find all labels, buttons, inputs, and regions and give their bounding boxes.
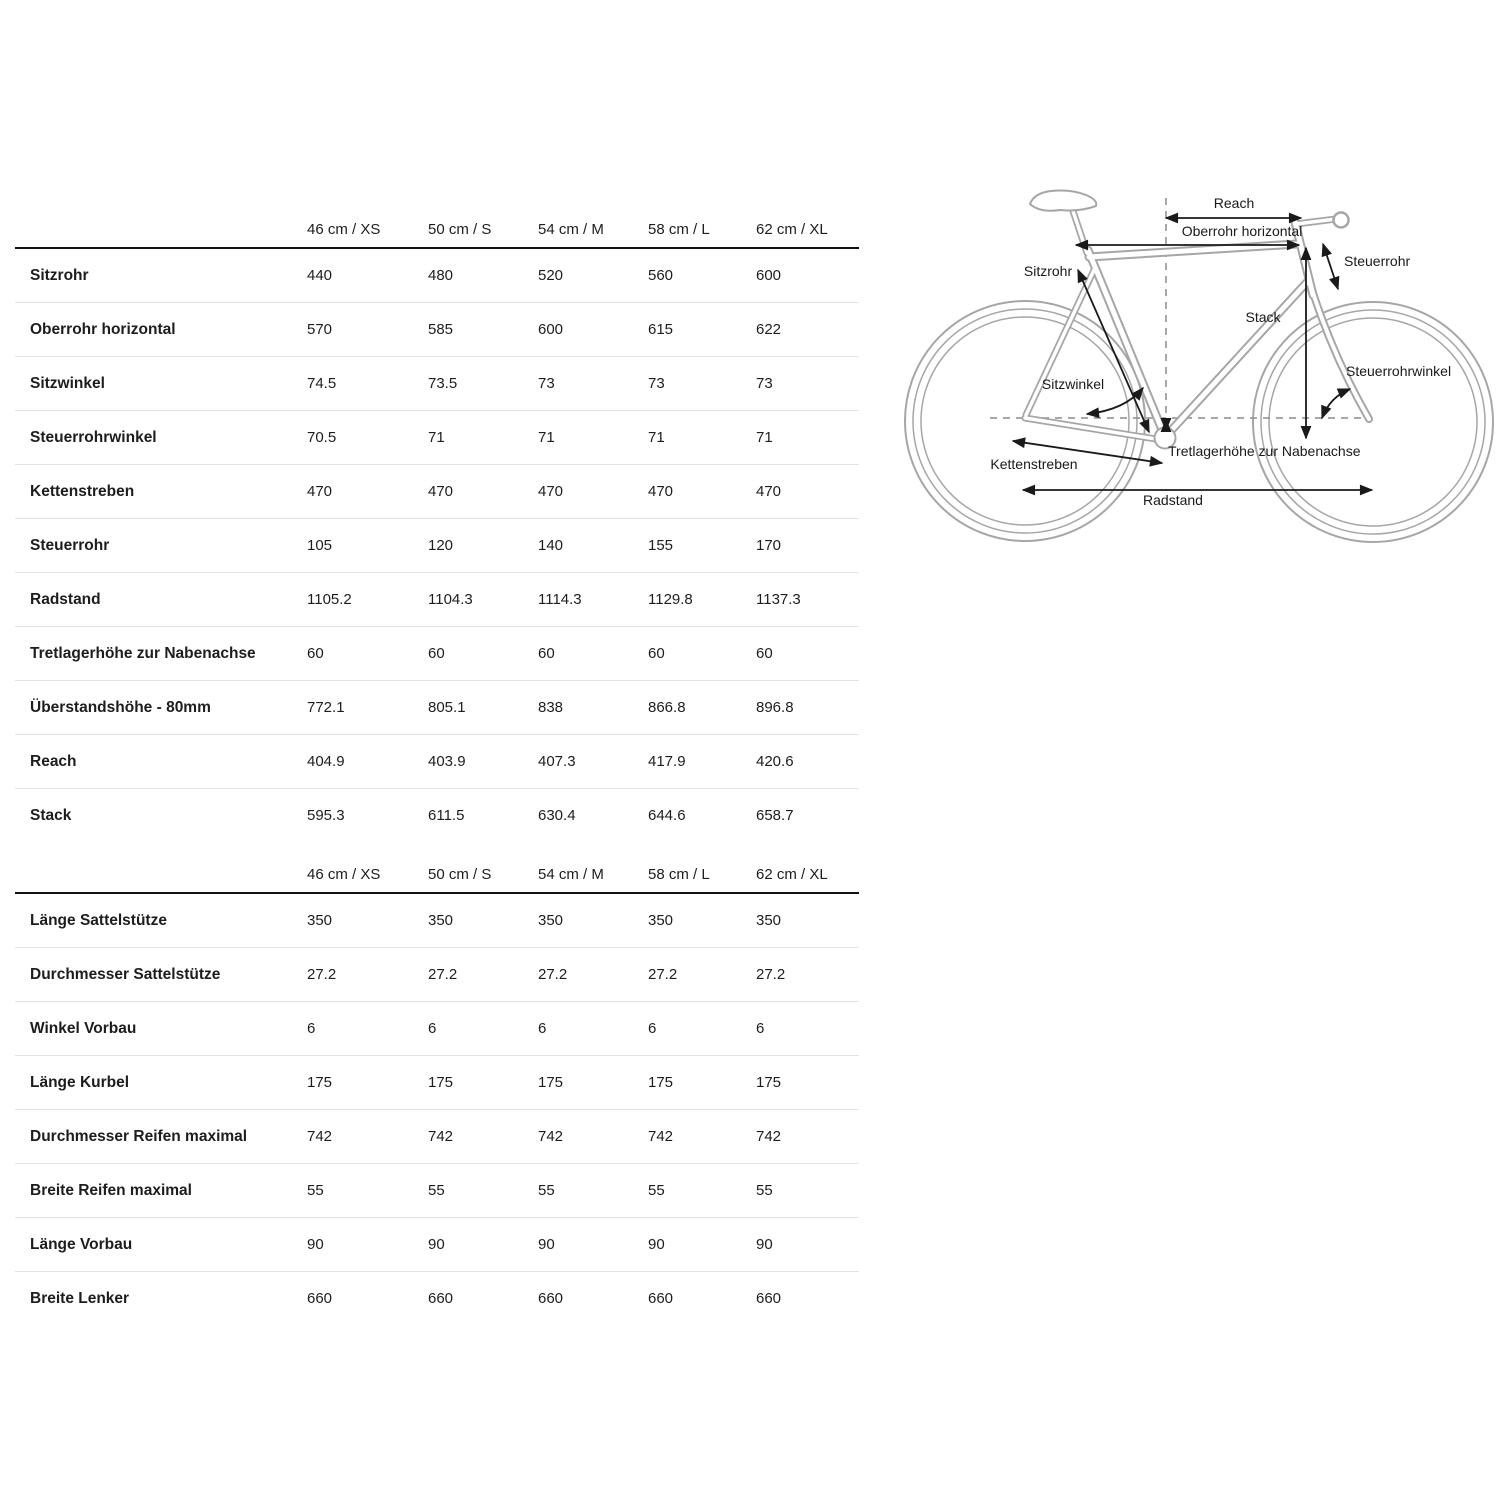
row-label: Länge Sattelstütze — [30, 911, 167, 929]
table-row — [15, 894, 859, 947]
table-row — [15, 734, 859, 788]
value-cell: 560 — [648, 267, 674, 284]
value-cell: 470 — [307, 483, 333, 500]
frame-geometry-table — [15, 194, 859, 842]
size-column-header: 46 cm / XS — [307, 221, 381, 238]
value-cell: 27.2 — [756, 966, 786, 983]
value-cell: 570 — [307, 321, 333, 338]
components-table — [15, 839, 859, 1325]
value-cell: 658.7 — [756, 807, 794, 824]
row-label: Breite Reifen maximal — [30, 1181, 192, 1199]
size-column-header: 50 cm / S — [428, 866, 492, 883]
value-cell: 470 — [538, 483, 564, 500]
table-row — [15, 1163, 859, 1217]
value-cell: 60 — [307, 645, 324, 662]
table-row — [15, 626, 859, 680]
diagram-label-radstand: Radstand — [1143, 492, 1203, 508]
value-cell: 600 — [538, 321, 564, 338]
value-cell: 55 — [648, 1182, 665, 1199]
diagram-label-sitzrohr: Sitzrohr — [1023, 263, 1073, 279]
value-cell: 175 — [648, 1074, 674, 1091]
value-cell: 585 — [428, 321, 454, 338]
value-cell: 407.3 — [538, 753, 576, 770]
value-cell: 175 — [538, 1074, 564, 1091]
diagram-label-tretlagerhoehe: Tretlagerhöhe zur Nabenachse — [1168, 443, 1361, 459]
saddle-icon — [1030, 191, 1096, 211]
value-cell: 742 — [538, 1128, 564, 1145]
value-cell: 27.2 — [307, 966, 337, 983]
value-cell: 520 — [538, 267, 564, 284]
value-cell: 71 — [648, 429, 665, 446]
size-column-header: 58 cm / L — [648, 866, 710, 883]
value-cell: 470 — [428, 483, 454, 500]
value-cell: 60 — [428, 645, 445, 662]
value-cell: 660 — [538, 1290, 564, 1307]
row-label: Radstand — [30, 590, 101, 608]
value-cell: 742 — [648, 1128, 674, 1145]
row-label: Durchmesser Reifen maximal — [30, 1127, 248, 1145]
table-row — [15, 1109, 859, 1163]
value-cell: 90 — [428, 1236, 445, 1253]
value-cell: 350 — [648, 912, 674, 929]
value-cell: 55 — [538, 1182, 555, 1199]
value-cell: 27.2 — [648, 966, 678, 983]
value-cell: 772.1 — [307, 699, 345, 716]
table-row — [15, 788, 859, 842]
size-column-header: 54 cm / M — [538, 866, 604, 883]
value-cell: 1129.8 — [648, 591, 693, 608]
value-cell: 120 — [428, 537, 454, 554]
table-body — [15, 894, 859, 1325]
front-wheel-icon — [1253, 302, 1493, 542]
row-label: Sitzwinkel — [30, 374, 105, 392]
table-row — [15, 356, 859, 410]
value-cell: 55 — [428, 1182, 445, 1199]
value-cell: 470 — [648, 483, 674, 500]
row-label: Tretlagerhöhe zur Nabenachse — [30, 644, 256, 662]
value-cell: 742 — [428, 1128, 454, 1145]
value-cell: 55 — [307, 1182, 324, 1199]
table-row — [15, 302, 859, 356]
row-label: Steuerrohr — [30, 536, 110, 554]
value-cell: 350 — [538, 912, 564, 929]
row-label: Sitzrohr — [30, 266, 89, 284]
value-cell: 1105.2 — [307, 591, 352, 608]
steuerrohrwinkel-angle-arrow — [1322, 389, 1350, 418]
value-cell: 6 — [756, 1020, 765, 1037]
value-cell: 615 — [648, 321, 674, 338]
row-label: Steuerrohrwinkel — [30, 428, 157, 446]
value-cell: 90 — [648, 1236, 665, 1253]
value-cell: 90 — [307, 1236, 324, 1253]
value-cell: 175 — [428, 1074, 454, 1091]
size-header-row — [15, 194, 859, 249]
value-cell: 73 — [538, 375, 555, 392]
row-label: Oberrohr horizontal — [30, 320, 176, 338]
value-cell: 73 — [648, 375, 665, 392]
value-cell: 660 — [756, 1290, 782, 1307]
diagram-label-steuerrohr: Steuerrohr — [1344, 253, 1411, 269]
value-cell: 644.6 — [648, 807, 686, 824]
row-label: Überstandshöhe - 80mm — [30, 698, 211, 716]
row-label: Reach — [30, 752, 77, 770]
value-cell: 175 — [756, 1074, 782, 1091]
diagram-label-sitzwinkel: Sitzwinkel — [1041, 376, 1105, 392]
value-cell: 417.9 — [648, 753, 686, 770]
value-cell: 866.8 — [648, 699, 686, 716]
table-row — [15, 1055, 859, 1109]
diagram-label-stack: Stack — [1245, 309, 1281, 325]
value-cell: 660 — [428, 1290, 454, 1307]
value-cell: 350 — [428, 912, 454, 929]
table-row — [15, 464, 859, 518]
value-cell: 630.4 — [538, 807, 576, 824]
value-cell: 742 — [756, 1128, 782, 1145]
size-column-header: 46 cm / XS — [307, 866, 381, 883]
value-cell: 622 — [756, 321, 782, 338]
row-label: Breite Lenker — [30, 1289, 130, 1307]
diagram-label-oberrohr: Oberrohr horizontal — [1181, 223, 1303, 239]
steuerrohr-arrow — [1323, 244, 1338, 289]
value-cell: 1104.3 — [428, 591, 473, 608]
row-label: Länge Vorbau — [30, 1235, 133, 1253]
table-row — [15, 572, 859, 626]
value-cell: 896.8 — [756, 699, 794, 716]
size-column-header: 62 cm / XL — [756, 221, 828, 238]
row-label: Durchmesser Sattelstütze — [30, 965, 221, 983]
size-column-header: 58 cm / L — [648, 221, 710, 238]
value-cell: 60 — [648, 645, 665, 662]
table-row — [15, 1001, 859, 1055]
size-column-header: 50 cm / S — [428, 221, 492, 238]
row-label: Winkel Vorbau — [30, 1019, 137, 1037]
size-header-row — [15, 839, 859, 894]
value-cell: 350 — [307, 912, 333, 929]
value-cell: 105 — [307, 537, 333, 554]
value-cell: 6 — [538, 1020, 547, 1037]
value-cell: 6 — [307, 1020, 316, 1037]
diagram-label-reach: Reach — [1213, 195, 1255, 211]
bike-geometry-diagram — [890, 160, 1500, 580]
table-row — [15, 1271, 859, 1325]
table-row — [15, 410, 859, 464]
value-cell: 74.5 — [307, 375, 337, 392]
value-cell: 73 — [756, 375, 773, 392]
value-cell: 71 — [538, 429, 555, 446]
value-cell: 73.5 — [428, 375, 458, 392]
table-row — [15, 947, 859, 1001]
value-cell: 71 — [428, 429, 445, 446]
table-row — [15, 1217, 859, 1271]
value-cell: 480 — [428, 267, 454, 284]
diagram-label-kettenstreben: Kettenstreben — [990, 456, 1078, 472]
value-cell: 6 — [428, 1020, 437, 1037]
row-label: Länge Kurbel — [30, 1073, 130, 1091]
value-cell: 175 — [307, 1074, 333, 1091]
table-row — [15, 518, 859, 572]
table-row — [15, 680, 859, 734]
size-column-header: 62 cm / XL — [756, 866, 828, 883]
value-cell: 600 — [756, 267, 782, 284]
diagram-label-steuerrohrwinkel: Steuerrohrwinkel — [1346, 363, 1452, 379]
table-body — [15, 249, 859, 842]
value-cell: 55 — [756, 1182, 773, 1199]
value-cell: 440 — [307, 267, 333, 284]
value-cell: 27.2 — [428, 966, 458, 983]
value-cell: 60 — [756, 645, 773, 662]
size-column-header: 54 cm / M — [538, 221, 604, 238]
table-row — [15, 249, 859, 302]
value-cell: 70.5 — [307, 429, 337, 446]
value-cell: 155 — [648, 537, 674, 554]
value-cell: 1114.3 — [538, 591, 582, 608]
value-cell: 595.3 — [307, 807, 345, 824]
value-cell: 420.6 — [756, 753, 794, 770]
value-cell: 90 — [538, 1236, 555, 1253]
value-cell: 140 — [538, 537, 564, 554]
value-cell: 71 — [756, 429, 773, 446]
value-cell: 611.5 — [428, 807, 465, 824]
value-cell: 470 — [756, 483, 782, 500]
value-cell: 350 — [756, 912, 782, 929]
value-cell: 404.9 — [307, 753, 345, 770]
value-cell: 660 — [307, 1290, 333, 1307]
value-cell: 6 — [648, 1020, 657, 1037]
value-cell: 170 — [756, 537, 782, 554]
row-label: Kettenstreben — [30, 482, 135, 500]
row-label: Stack — [30, 806, 72, 824]
value-cell: 60 — [538, 645, 555, 662]
value-cell: 805.1 — [428, 699, 466, 716]
value-cell: 838 — [538, 699, 564, 716]
handlebar-icon — [1334, 213, 1349, 228]
value-cell: 660 — [648, 1290, 674, 1307]
value-cell: 742 — [307, 1128, 333, 1145]
value-cell: 90 — [756, 1236, 773, 1253]
value-cell: 1137.3 — [756, 591, 801, 608]
value-cell: 403.9 — [428, 753, 466, 770]
value-cell: 27.2 — [538, 966, 568, 983]
